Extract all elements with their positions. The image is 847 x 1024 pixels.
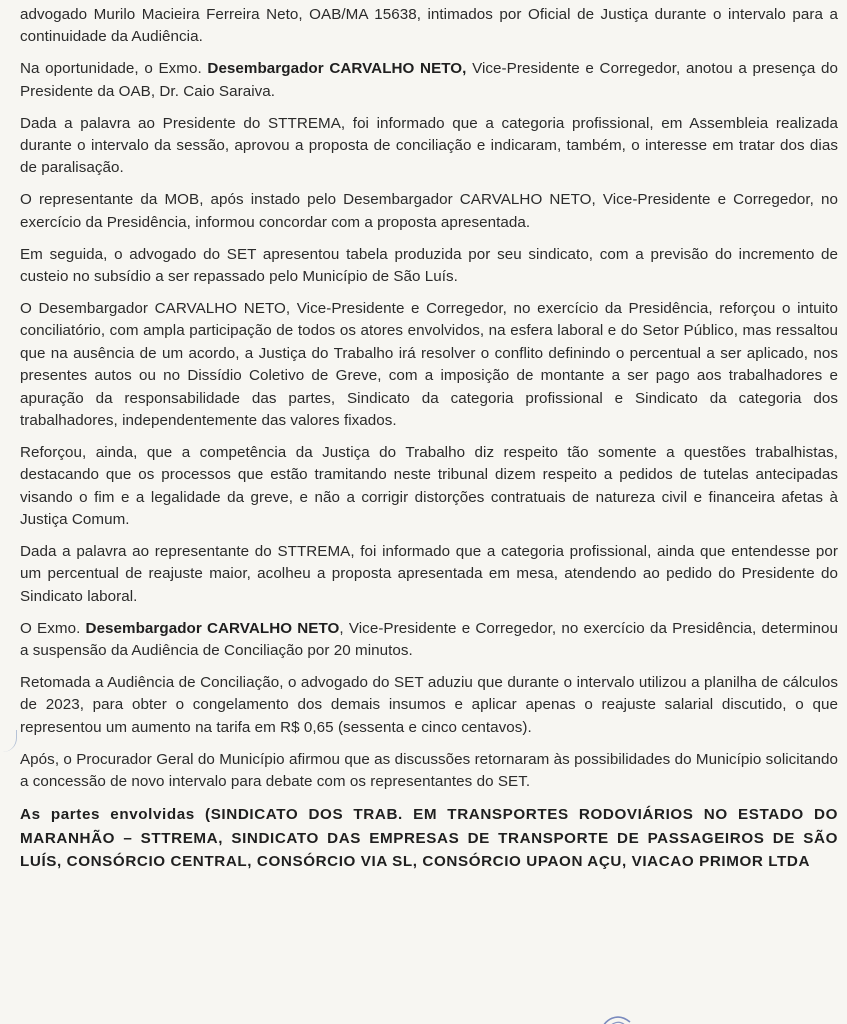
document-paragraph — [20, 58, 838, 103]
document-paragraph — [20, 803, 838, 874]
document-paragraph — [20, 442, 838, 532]
document-paragraph — [20, 618, 838, 663]
seal-stamp-icon — [596, 1008, 636, 1024]
document-paragraph — [20, 672, 838, 739]
document-paragraph — [20, 541, 838, 608]
text-segment: Retomada a Audiência de Conciliação, o advogado do SET aduziu que durante o intervalo utilizou a planilha de cálculos de 2023, para obter o congelamento dos demais insumos e aplicar apenas o reajuste salarial discutido, o que representou um aumento na tarifa em R$ 0,65 (sessenta e cinco centavos). — [20, 674, 838, 736]
bold-text-segment: Desembargador CARVALHO NETO, — [207, 60, 467, 78]
document-paragraph — [20, 113, 838, 180]
text-segment: O representante da MOB, após instado pelo Desembargador CARVALHO NETO, Vice-Presidente e Corregedor, no exercício da Presidência, informou concordar com a proposta apresentada. — [20, 191, 838, 231]
text-segment: , Vice-Presidente e Corregedor, no exercício da Presidência, determinou a suspensão da Audiência de Conciliação por 20 minutos. — [20, 619, 838, 660]
bold-text-segment: As partes envolvidas (SINDICATO DOS TRAB. EM TRANSPORTES RODOVIÁRIOS NO ESTADO DO MARANHÃO – STTREMA, SINDICATO DAS EMPRESAS DE TRANSPORTE DE PASSAGEIROS DE SÃO LUÍS, CONSÓRCIO CENTRAL, CONSÓRCIO VIA SL, CONSÓRCIO UPAON AÇU, VIACAO PRIMOR LTDA — [20, 806, 838, 871]
text-segment: O Exmo. — [20, 619, 86, 637]
text-segment: Dada a palavra ao representante do STTREMA, foi informado que a categoria profissional, ainda que entendesse por um percentual de reajuste maior, acolheu a proposta apresentada em mesa, atendendo ao pedido do Presidente do Sindicato laboral. — [20, 543, 838, 605]
text-segment: advogado Murilo Macieira Ferreira Neto, OAB/MA 15638, intimados por Oficial de Justiça durante o intervalo para a continuidade da Audiência. — [20, 6, 838, 46]
document-body — [20, 4, 838, 883]
pen-mark-icon — [2, 730, 17, 752]
document-paragraph — [20, 298, 838, 432]
text-segment: Após, o Procurador Geral do Município afirmou que as discussões retornaram às possibilidades do Município solicitando a concessão de novo intervalo para debate com os representantes do SET. — [20, 750, 838, 791]
text-segment: Em seguida, o advogado do SET apresentou tabela produzida por seu sindicato, com a previsão do incremento de custeio no subsídio a ser repassado pelo Município de São Luís. — [20, 245, 838, 286]
text-segment: Vice-Presidente e Corregedor, anotou a presença do Presidente da OAB, Dr. Caio Saraiva. — [20, 60, 838, 100]
document-paragraph — [20, 749, 838, 794]
text-segment: Dada a palavra ao Presidente do STTREMA, foi informado que a categoria profissional, em Assembleia realizada durante o intervalo da sessão, aprovou a proposta de conciliação e indicaram, também, o interesse em tratar dos dias de paralisação. — [20, 114, 838, 177]
document-paragraph — [20, 4, 838, 49]
document-paragraph — [20, 244, 838, 289]
text-segment: O Desembargador CARVALHO NETO, Vice-Presidente e Corregedor, no exercício da Presidência, reforçou o intuito conciliatório, com ampla participação de todos os atores envolvidos, na esfera laboral e do Setor Público, mas ressaltou que na ausência de um acordo, a Justiça do Trabalho irá resolver o conflito definindo o percentual a ser aplicado, nos presentes autos ou no Dissídio Coletivo de Greve, com a imposição de montante a ser pago aos trabalhadores e apuração da responsabilidade das partes, Sindicato da categoria profissional e Sindicato da categoria dos trabalhadores, independentemente das valores fixados. — [20, 299, 838, 429]
text-segment: Reforçou, ainda, que a competência da Justiça do Trabalho diz respeito tão somente a questões trabalhistas, destacando que os processos que estão tramitando neste tribunal dizem respeito a pedidos de tutelas antecipadas visando o fim e a legalidade da greve, e não a corrigir distorções contratuais de natureza civil e financeira afetas à Justiça Comum. — [20, 443, 838, 529]
bold-text-segment: Desembargador CARVALHO NETO — [85, 619, 340, 637]
document-paragraph — [20, 189, 838, 234]
text-segment: Na oportunidade, o Exmo. — [20, 60, 208, 78]
